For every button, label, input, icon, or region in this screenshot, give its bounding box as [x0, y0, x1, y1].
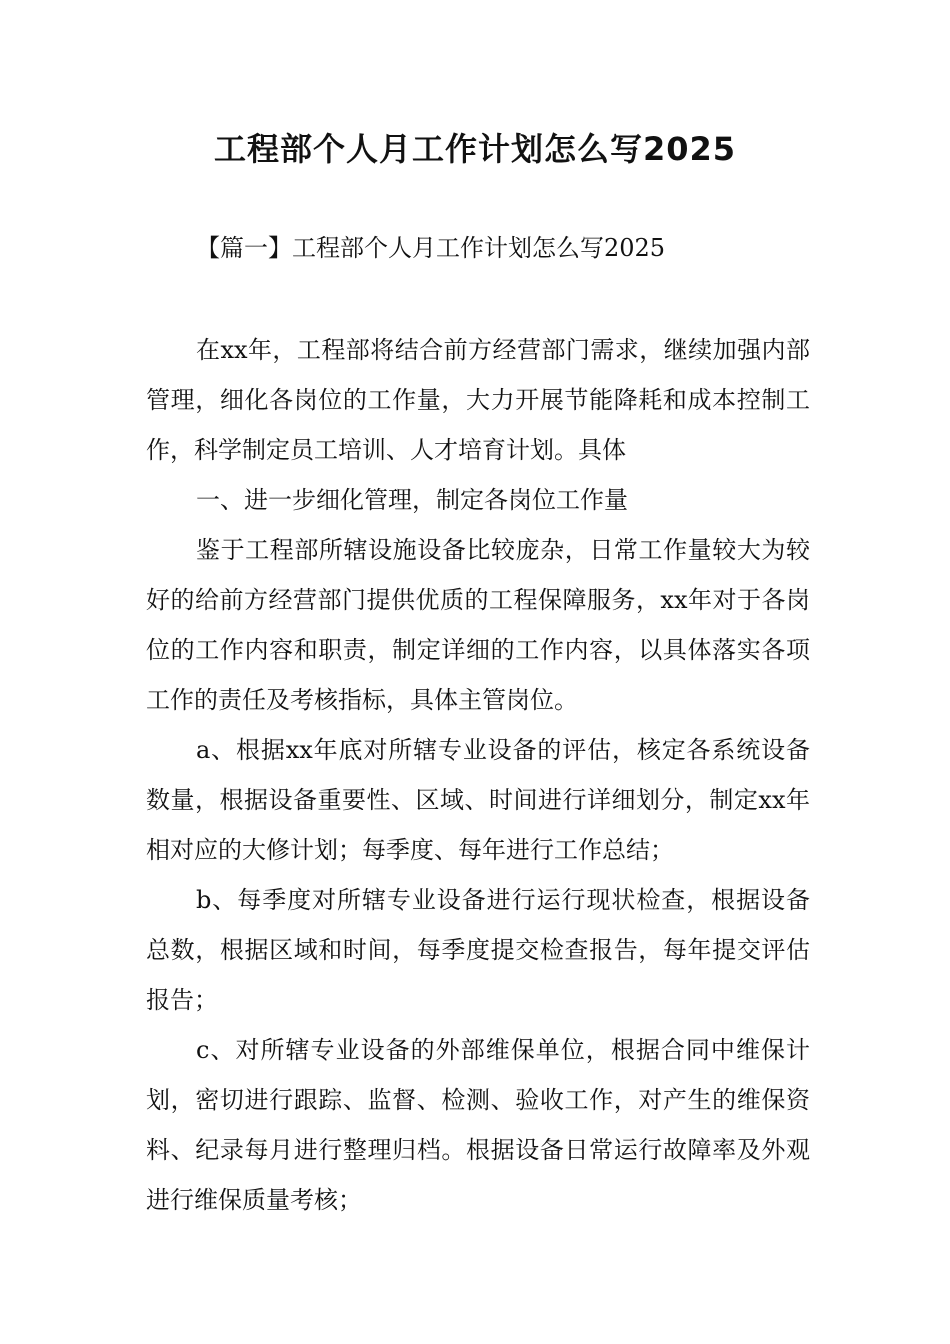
paragraph: a、根据xx年底对所辖专业设备的评估，核定各系统设备数量，根据设备重要性、区域、时间进行详细划分，制定xx年相对应的大修计划；每季度、每年进行工作总结； [146, 736, 810, 864]
paragraph: b、每季度对所辖专业设备进行运行现状检查，根据设备总数，根据区域和时间，每季度提交检查报告，每年提交评估报告； [146, 886, 810, 1014]
paragraph: 在xx年，工程部将结合前方经营部门需求，继续加强内部管理，细化各岗位的工作量，大力开展节能降耗和成本控制工作，科学制定员工培训、人才培育计划。具体 [146, 336, 810, 464]
document-subtitle: 【篇一】工程部个人月工作计划怎么写2025 [196, 234, 666, 262]
section-heading: 一、进一步细化管理，制定各岗位工作量 [196, 486, 628, 514]
paragraph: 鉴于工程部所辖设施设备比较庞杂，日常工作量较大为较好的给前方经营部门提供优质的工程保障服务，xx年对于各岗位的工作内容和职责，制定详细的工作内容，以具体落实各项工作的责任及考核指标，具体主管岗位。 [146, 536, 810, 714]
paragraph: c、对所辖专业设备的外部维保单位，根据合同中维保计划，密切进行跟踪、监督、检测、验收工作，对产生的维保资料、纪录每月进行整理归档。根据设备日常运行故障率及外观进行维保质量考核； [146, 1036, 810, 1214]
document-title: 工程部个人月工作计划怎么写2025 [213, 130, 737, 168]
document-body [146, 325, 810, 1225]
